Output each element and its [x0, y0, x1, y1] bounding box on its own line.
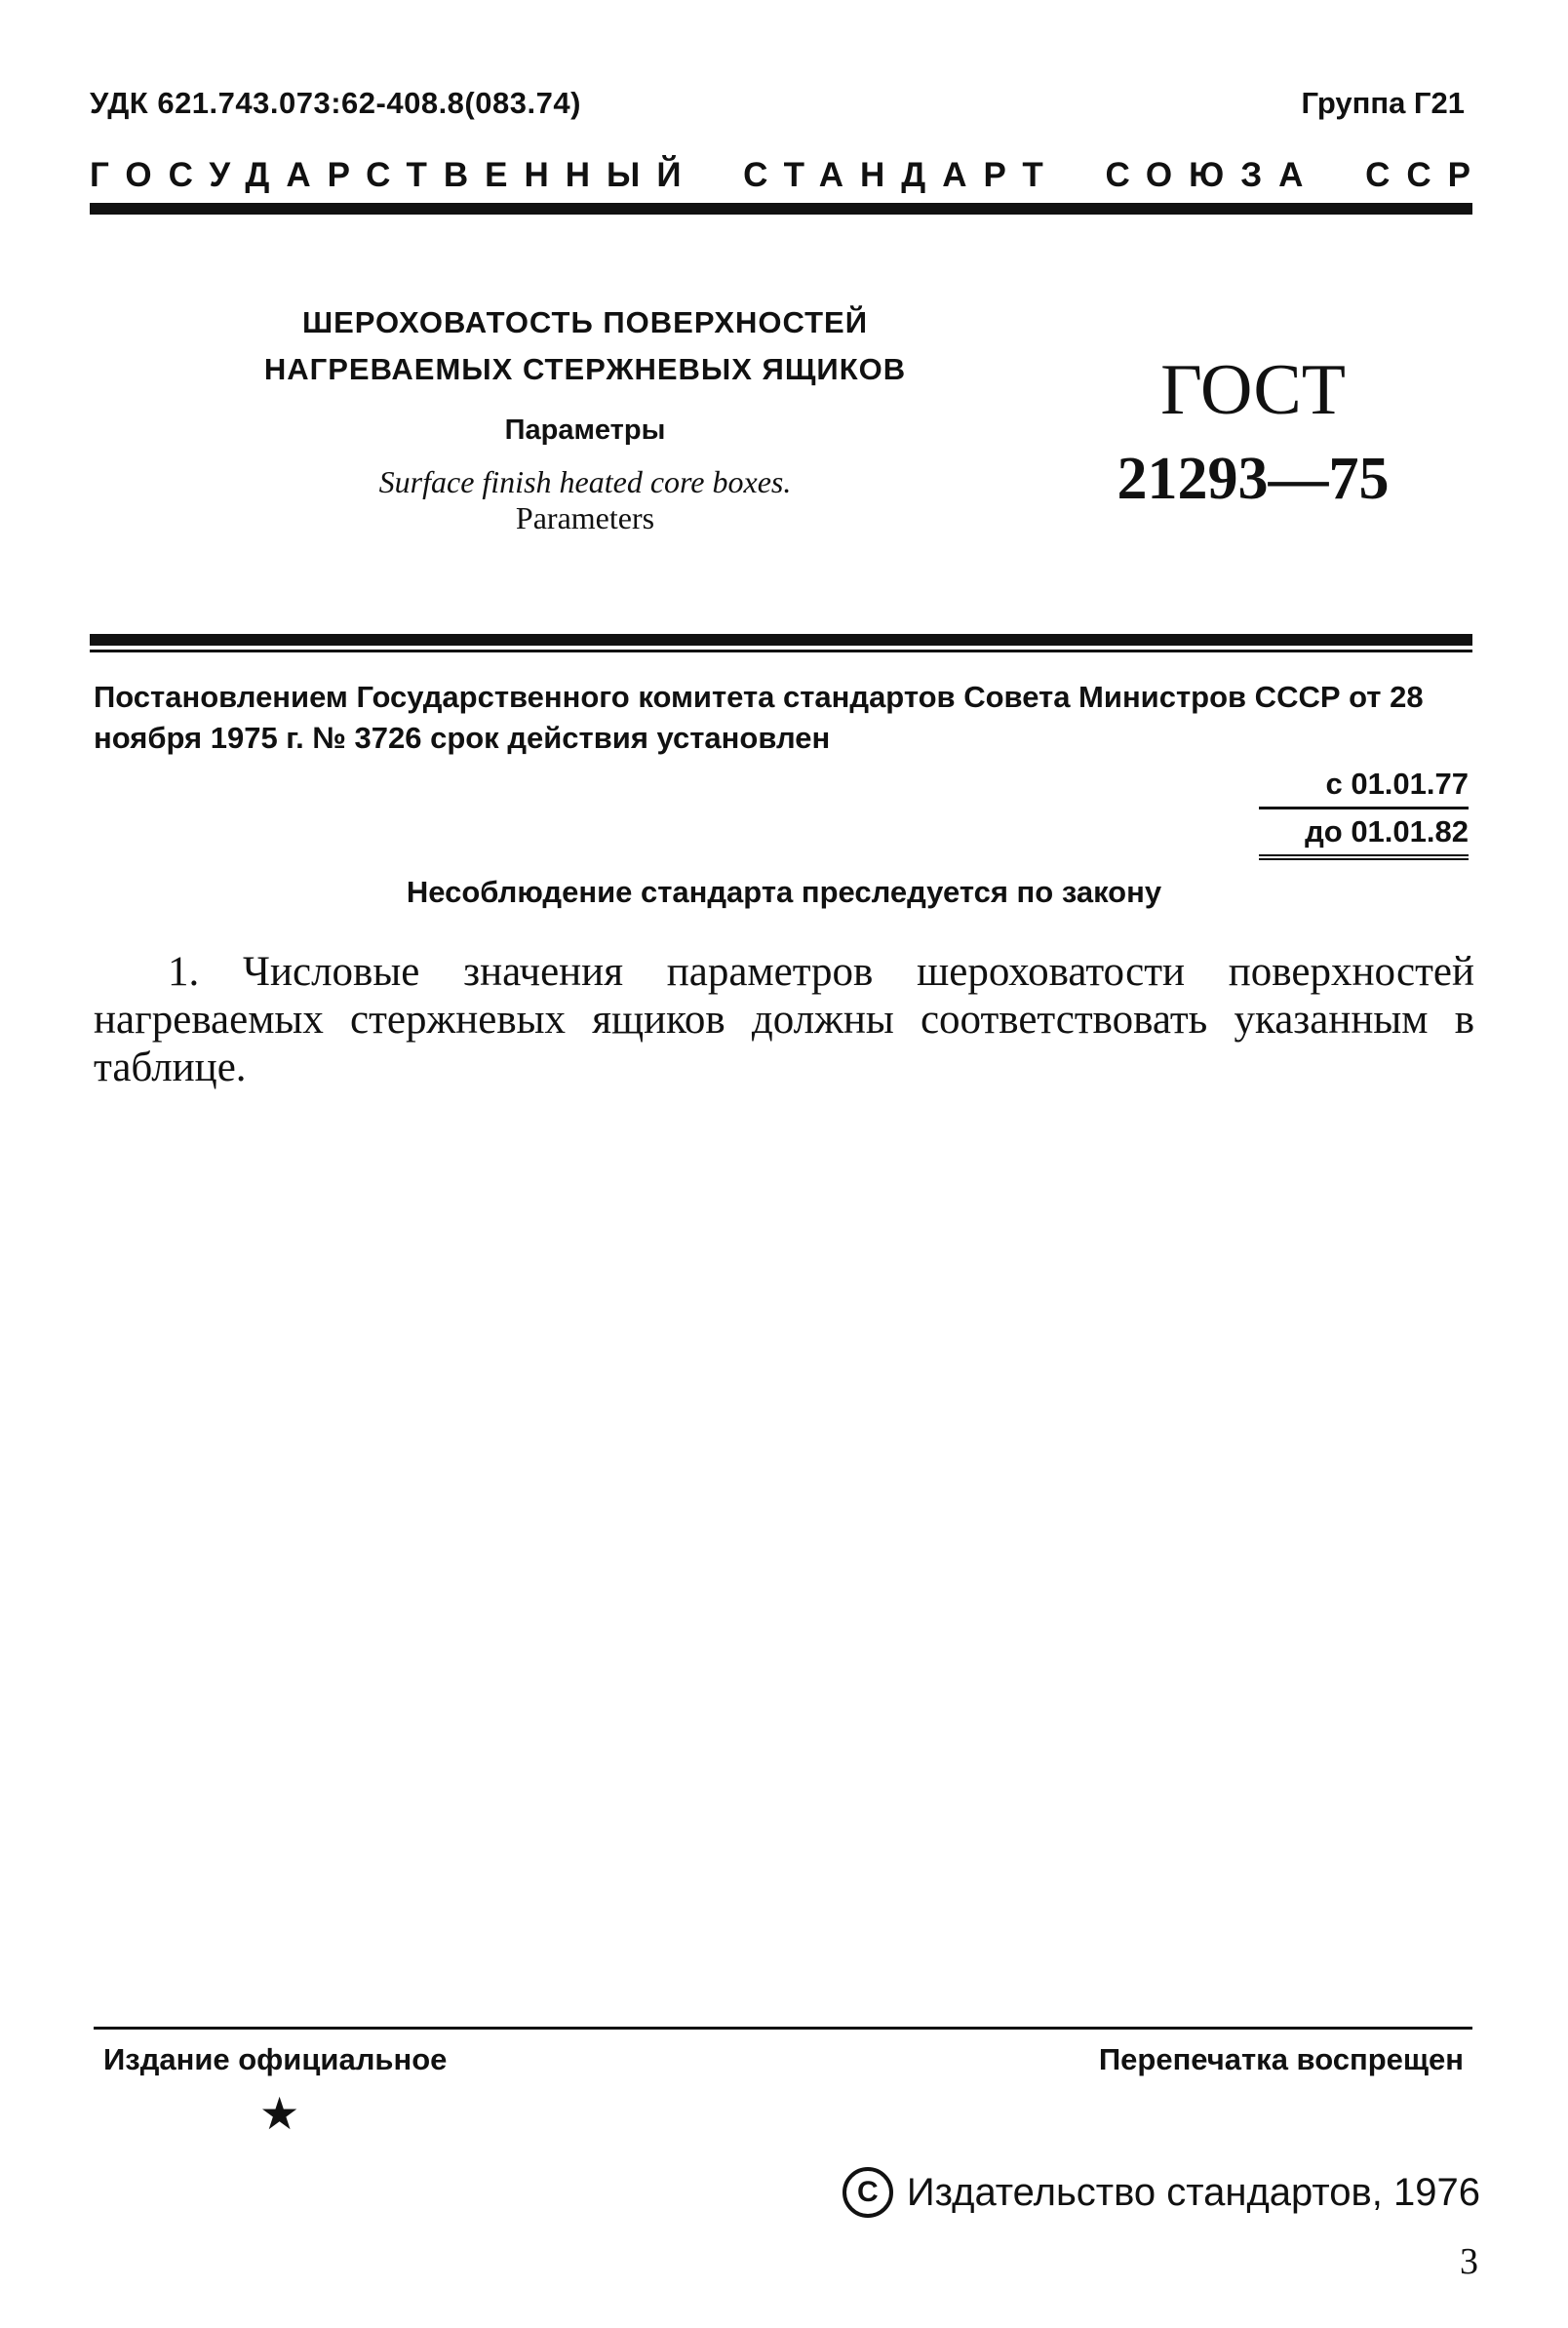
legal-notice: Несоблюдение стандарта преследуется по закону — [406, 875, 1162, 909]
title-rule-thick — [90, 634, 1472, 646]
english-title-line-1: Surface finish heated core boxes. — [378, 464, 792, 499]
state-standard-word-1: ГОСУДАРСТВЕННЫЙ — [90, 156, 698, 194]
date-from: с 01.01.77 — [1259, 762, 1469, 809]
copyright-text: Издательство стандартов, 1976 — [906, 2170, 1480, 2214]
gost-designation — [1078, 346, 1429, 524]
decree-text: Постановлением Государственного комитета стандартов Совета Министров СССР от 28 ноября 1975 г. № 3726 срок действия установлен — [94, 680, 1424, 755]
state-standard-word-4: ССР — [1365, 156, 1487, 194]
page-number: 3 — [1460, 2241, 1478, 2282]
group-code: Группа Г21 — [1301, 86, 1465, 120]
title-line-2: НАГРЕВАЕМЫХ СТЕРЖНЕВЫХ ЯЩИКОВ — [263, 352, 907, 386]
paragraph-1: 1. Числовые значения параметров шероховатости поверхностей нагреваемых стержневых ящиков должны соответствовать указанным в таблице. — [94, 949, 1474, 1090]
star-icon: ★ — [259, 2088, 300, 2139]
state-standard-heading — [90, 156, 1487, 195]
state-standard-word-3: СОЮЗА — [1105, 156, 1320, 194]
edition-label: Издание официальное — [103, 2042, 448, 2076]
udk-code: УДК 621.743.073:62-408.8(083.74) — [90, 86, 581, 120]
footer-rule — [94, 2027, 1472, 2030]
header-rule — [90, 203, 1472, 215]
title-rule-thin — [90, 650, 1472, 652]
state-standard-word-2: СТАНДАРТ — [743, 156, 1060, 194]
date-to: до 01.01.82 — [1259, 809, 1469, 860]
english-title-line-2: Parameters — [515, 500, 655, 535]
title-line-1: ШЕРОХОВАТОСТЬ ПОВЕРХНОСТЕЙ — [301, 305, 869, 339]
copyright-line — [843, 2167, 1480, 2218]
title-block — [195, 299, 975, 535]
gost-word: ГОСТ — [1160, 350, 1346, 430]
subtitle: Параметры — [504, 414, 666, 446]
gost-number: 21293—75 — [1117, 446, 1390, 512]
validity-dates — [1259, 762, 1469, 860]
reprint-notice: Перепечатка воспрещен — [1098, 2042, 1464, 2076]
copyright-icon: C — [843, 2167, 893, 2218]
